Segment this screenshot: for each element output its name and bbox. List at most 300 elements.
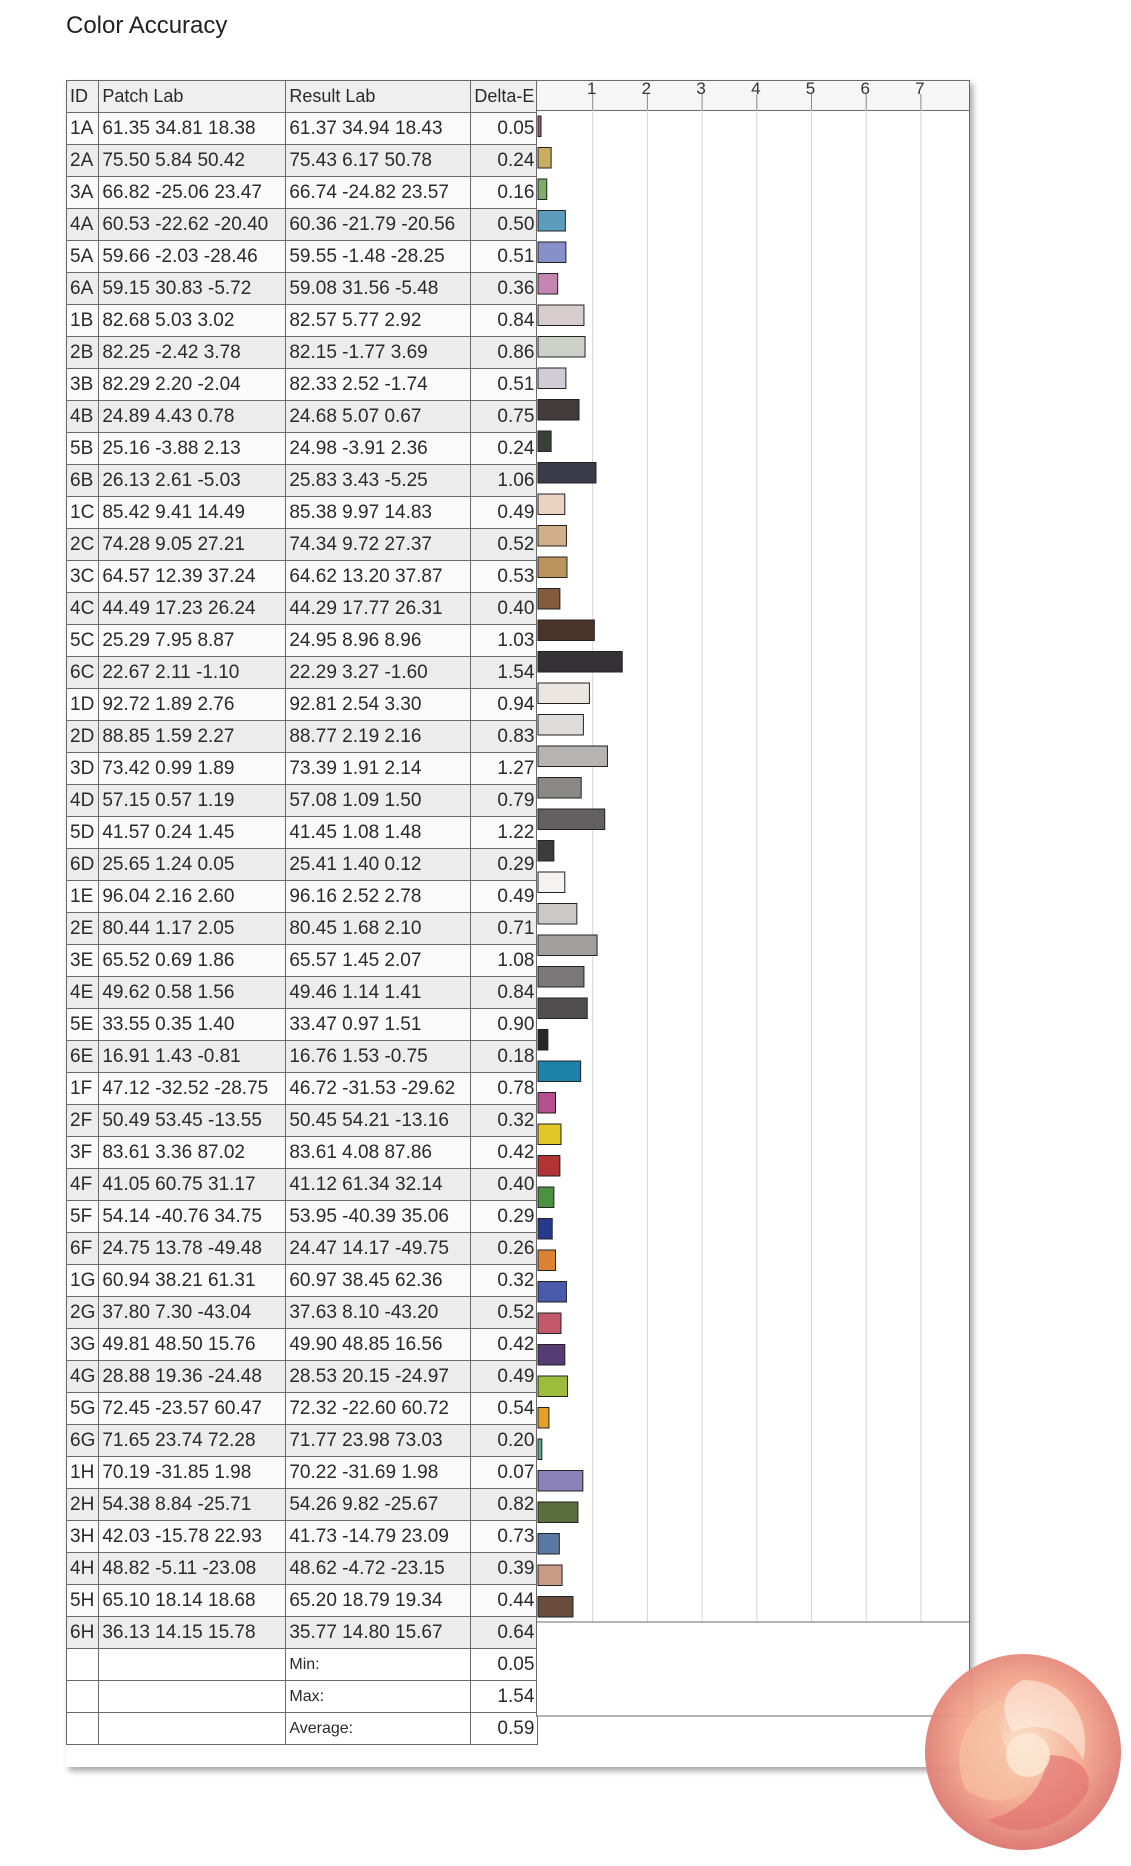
row-id: 6E [67,1041,99,1073]
header-row [67,81,538,113]
row-id: 1G [67,1265,99,1297]
row-patch-lab: 59.15 30.83 -5.72 [99,273,286,305]
bar-6H [538,1597,573,1618]
row-patch-lab: 24.75 13.78 -49.48 [99,1233,286,1265]
row-id: 6B [67,465,99,497]
row-id: 5F [67,1201,99,1233]
table-row [67,689,538,721]
table-row [67,1105,538,1137]
row-id: 5G [67,1393,99,1425]
row-delta-e: 1.27 [471,753,538,785]
min-label: Min: [286,1649,471,1681]
row-delta-e: 0.79 [471,785,538,817]
table-row [67,753,538,785]
row-patch-lab: 54.14 -40.76 34.75 [99,1201,286,1233]
row-result-lab: 61.37 34.94 18.43 [286,113,471,145]
row-result-lab: 74.34 9.72 27.37 [286,529,471,561]
row-delta-e: 0.29 [471,849,538,881]
row-result-lab: 88.77 2.19 2.16 [286,721,471,753]
row-result-lab: 35.77 14.80 15.67 [286,1617,471,1649]
row-id: 4C [67,593,99,625]
x-tick-label: 1 [586,80,597,98]
average-value: 0.59 [471,1713,538,1745]
row-delta-e: 0.54 [471,1393,538,1425]
table-row [67,1233,538,1265]
bar-1C [538,494,565,515]
row-delta-e: 0.24 [471,145,538,177]
bar-5D [538,809,605,830]
row-patch-lab: 59.66 -2.03 -28.46 [99,241,286,273]
row-delta-e: 0.05 [471,113,538,145]
row-patch-lab: 85.42 9.41 14.49 [99,497,286,529]
bar-1A [538,116,541,137]
row-patch-lab: 54.38 8.84 -25.71 [99,1489,286,1521]
row-delta-e: 0.29 [471,1201,538,1233]
x-tick-label: 6 [860,80,870,98]
x-tick-label: 7 [915,80,925,98]
table-row [67,1137,538,1169]
bar-4H [538,1534,559,1555]
bar-5G [538,1376,568,1397]
row-delta-e: 0.53 [471,561,538,593]
summary-row-min [67,1649,538,1681]
table-row [67,1393,538,1425]
row-patch-lab: 28.88 19.36 -24.48 [99,1361,286,1393]
row-id: 1D [67,689,99,721]
row-id: 4E [67,977,99,1009]
row-id: 5C [67,625,99,657]
row-delta-e: 0.90 [471,1009,538,1041]
table-row [67,1361,538,1393]
row-delta-e: 0.64 [471,1617,538,1649]
bar-1G [538,1250,556,1271]
table-row [67,465,538,497]
row-patch-lab: 83.61 3.36 87.02 [99,1137,286,1169]
summary-row-max [67,1681,538,1713]
bar-4C [538,589,560,610]
table-row [67,401,538,433]
row-id: 2B [67,337,99,369]
table-row [67,1425,538,1457]
row-delta-e: 0.32 [471,1105,538,1137]
row-id: 3E [67,945,99,977]
row-id: 3C [67,561,99,593]
row-id: 1C [67,497,99,529]
bar-2B [538,337,585,358]
table-row [67,1073,538,1105]
row-patch-lab: 82.29 2.20 -2.04 [99,369,286,401]
row-patch-lab: 42.03 -15.78 22.93 [99,1521,286,1553]
row-result-lab: 75.43 6.17 50.78 [286,145,471,177]
row-id: 3H [67,1521,99,1553]
row-patch-lab: 82.68 5.03 3.02 [99,305,286,337]
row-result-lab: 65.20 18.79 19.34 [286,1585,471,1617]
average-label: Average: [286,1713,471,1745]
row-patch-lab: 25.16 -3.88 2.13 [99,433,286,465]
table-body [67,113,538,1649]
x-tick-label: 3 [696,80,706,98]
bar-4E [538,967,584,988]
row-id: 2H [67,1489,99,1521]
row-patch-lab: 49.62 0.58 1.56 [99,977,286,1009]
table-row [67,1489,538,1521]
table-row [67,209,538,241]
bar-6F [538,1219,552,1240]
row-id: 2F [67,1105,99,1137]
row-result-lab: 92.81 2.54 3.30 [286,689,471,721]
table-row [67,1201,538,1233]
table-row [67,1457,538,1489]
row-delta-e: 1.06 [471,465,538,497]
row-id: 3A [67,177,99,209]
row-id: 4F [67,1169,99,1201]
row-result-lab: 28.53 20.15 -24.97 [286,1361,471,1393]
table-row [67,433,538,465]
row-result-lab: 59.08 31.56 -5.48 [286,273,471,305]
row-patch-lab: 25.29 7.95 8.87 [99,625,286,657]
row-id: 5H [67,1585,99,1617]
bar-1H [538,1439,542,1460]
row-result-lab: 41.12 61.34 32.14 [286,1169,471,1201]
row-result-lab: 57.08 1.09 1.50 [286,785,471,817]
row-id: 4G [67,1361,99,1393]
row-id: 1F [67,1073,99,1105]
row-delta-e: 1.22 [471,817,538,849]
header-delta-e: Delta-E [471,81,538,113]
row-result-lab: 24.68 5.07 0.67 [286,401,471,433]
row-id: 1H [67,1457,99,1489]
row-id: 4D [67,785,99,817]
row-patch-lab: 60.53 -22.62 -20.40 [99,209,286,241]
row-delta-e: 0.44 [471,1585,538,1617]
row-patch-lab: 41.57 0.24 1.45 [99,817,286,849]
row-delta-e: 0.20 [471,1425,538,1457]
row-delta-e: 0.82 [471,1489,538,1521]
row-delta-e: 1.03 [471,625,538,657]
color-accuracy-chart [66,80,970,1767]
min-value: 0.05 [471,1649,538,1681]
row-delta-e: 0.32 [471,1265,538,1297]
table-row [67,1297,538,1329]
row-id: 6G [67,1425,99,1457]
row-patch-lab: 88.85 1.59 2.27 [99,721,286,753]
row-delta-e: 0.83 [471,721,538,753]
table-row [67,593,538,625]
row-delta-e: 0.78 [471,1073,538,1105]
bar-5C [538,620,594,641]
row-id: 3G [67,1329,99,1361]
row-patch-lab: 60.94 38.21 61.31 [99,1265,286,1297]
table-row [67,1265,538,1297]
row-result-lab: 70.22 -31.69 1.98 [286,1457,471,1489]
row-delta-e: 0.18 [471,1041,538,1073]
row-id: 2D [67,721,99,753]
bar-1D [538,683,589,704]
x-tick-label: 2 [641,80,652,98]
row-delta-e: 1.08 [471,945,538,977]
row-id: 6F [67,1233,99,1265]
row-delta-e: 0.36 [471,273,538,305]
row-result-lab: 25.83 3.43 -5.25 [286,465,471,497]
row-id: 1E [67,881,99,913]
delta-e-bar-chart [536,80,970,1767]
row-patch-lab: 36.13 14.15 15.78 [99,1617,286,1649]
row-patch-lab: 47.12 -32.52 -28.75 [99,1073,286,1105]
row-patch-lab: 74.28 9.05 27.21 [99,529,286,561]
chart-frame [537,81,970,1717]
row-id: 2A [67,145,99,177]
row-id: 3F [67,1137,99,1169]
row-result-lab: 60.97 38.45 62.36 [286,1265,471,1297]
row-result-lab: 71.77 23.98 73.03 [286,1425,471,1457]
row-result-lab: 49.46 1.14 1.41 [286,977,471,1009]
bar-4B [538,400,579,421]
row-delta-e: 0.42 [471,1137,538,1169]
bar-6B [538,463,596,484]
table-row [67,977,538,1009]
bar-2A [538,148,551,169]
table-row [67,1009,538,1041]
table-row [67,1617,538,1649]
table-row [67,241,538,273]
row-result-lab: 83.61 4.08 87.86 [286,1137,471,1169]
row-delta-e: 0.52 [471,529,538,561]
bar-3B [538,368,566,389]
bar-3D [538,746,607,767]
table-row [67,945,538,977]
bar-3A [538,179,547,200]
bar-5H [538,1565,562,1586]
table-row [67,273,538,305]
bar-6C [538,652,622,673]
row-delta-e: 0.42 [471,1329,538,1361]
row-result-lab: 96.16 2.52 2.78 [286,881,471,913]
row-result-lab: 59.55 -1.48 -28.25 [286,241,471,273]
row-id: 6D [67,849,99,881]
row-result-lab: 80.45 1.68 2.10 [286,913,471,945]
row-result-lab: 25.41 1.40 0.12 [286,849,471,881]
row-delta-e: 0.75 [471,401,538,433]
row-delta-e: 0.52 [471,1297,538,1329]
row-id: 2E [67,913,99,945]
bar-5A [538,242,566,263]
results-table [66,80,538,1745]
row-patch-lab: 26.13 2.61 -5.03 [99,465,286,497]
bar-6E [538,1030,548,1051]
row-result-lab: 41.45 1.08 1.48 [286,817,471,849]
row-id: 1A [67,113,99,145]
max-label: Max: [286,1681,471,1713]
row-result-lab: 85.38 9.97 14.83 [286,497,471,529]
row-result-lab: 60.36 -21.79 -20.56 [286,209,471,241]
row-id: 6A [67,273,99,305]
bar-4D [538,778,581,799]
row-id: 2C [67,529,99,561]
bar-3G [538,1313,561,1334]
row-delta-e: 0.73 [471,1521,538,1553]
bar-1E [538,872,565,893]
table-row [67,849,538,881]
row-patch-lab: 65.10 18.14 18.68 [99,1585,286,1617]
row-patch-lab: 66.82 -25.06 23.47 [99,177,286,209]
row-patch-lab: 25.65 1.24 0.05 [99,849,286,881]
row-delta-e: 0.26 [471,1233,538,1265]
row-delta-e: 0.49 [471,497,538,529]
table-row [67,529,538,561]
row-result-lab: 82.57 5.77 2.92 [286,305,471,337]
page-title: Color Accuracy [66,12,228,39]
table-row [67,657,538,689]
table-row [67,721,538,753]
row-result-lab: 16.76 1.53 -0.75 [286,1041,471,1073]
row-delta-e: 0.84 [471,977,538,1009]
bar-6D [538,841,554,862]
row-result-lab: 22.29 3.27 -1.60 [286,657,471,689]
row-patch-lab: 57.15 0.57 1.19 [99,785,286,817]
table-row [67,1329,538,1361]
table-row [67,497,538,529]
row-patch-lab: 64.57 12.39 37.24 [99,561,286,593]
bar-6G [538,1408,549,1429]
row-id: 5A [67,241,99,273]
row-patch-lab: 44.49 17.23 26.24 [99,593,286,625]
row-result-lab: 66.74 -24.82 23.57 [286,177,471,209]
row-delta-e: 0.39 [471,1553,538,1585]
row-delta-e: 0.07 [471,1457,538,1489]
row-id: 4H [67,1553,99,1585]
row-result-lab: 53.95 -40.39 35.06 [286,1201,471,1233]
row-patch-lab: 48.82 -5.11 -23.08 [99,1553,286,1585]
header-id: ID [67,81,99,113]
row-patch-lab: 22.67 2.11 -1.10 [99,657,286,689]
table-row [67,1521,538,1553]
table-row [67,113,538,145]
row-id: 4B [67,401,99,433]
bar-2D [538,715,583,736]
bar-5F [538,1187,554,1208]
table-row [67,625,538,657]
row-patch-lab: 65.52 0.69 1.86 [99,945,286,977]
bar-1F [538,1061,581,1082]
table-row [67,913,538,945]
row-result-lab: 41.73 -14.79 23.09 [286,1521,471,1553]
row-delta-e: 0.94 [471,689,538,721]
row-delta-e: 0.86 [471,337,538,369]
row-patch-lab: 96.04 2.16 2.60 [99,881,286,913]
row-delta-e: 0.51 [471,241,538,273]
table-row [67,145,538,177]
x-tick-label: 5 [805,80,816,98]
row-id: 4A [67,209,99,241]
row-result-lab: 64.62 13.20 37.87 [286,561,471,593]
table-row [67,177,538,209]
row-delta-e: 0.84 [471,305,538,337]
row-result-lab: 72.32 -22.60 60.72 [286,1393,471,1425]
row-patch-lab: 50.49 53.45 -13.55 [99,1105,286,1137]
header-result-lab: Result Lab [286,81,471,113]
row-delta-e: 0.40 [471,593,538,625]
row-patch-lab: 37.80 7.30 -43.04 [99,1297,286,1329]
table-row [67,561,538,593]
watermark-logo-icon [918,1640,1128,1862]
row-id: 6H [67,1617,99,1649]
bar-5B [538,431,551,452]
bar-2E [538,904,577,925]
row-delta-e: 0.49 [471,1361,538,1393]
bar-2F [538,1093,556,1114]
row-patch-lab: 82.25 -2.42 3.78 [99,337,286,369]
table-row [67,785,538,817]
bar-3H [538,1502,578,1523]
table-row [67,337,538,369]
row-result-lab: 82.15 -1.77 3.69 [286,337,471,369]
row-delta-e: 0.24 [471,433,538,465]
row-result-lab: 46.72 -31.53 -29.62 [286,1073,471,1105]
bar-2C [538,526,566,547]
row-id: 5D [67,817,99,849]
row-id: 5B [67,433,99,465]
row-result-lab: 37.63 8.10 -43.20 [286,1297,471,1329]
bar-6A [538,274,558,295]
row-result-lab: 33.47 0.97 1.51 [286,1009,471,1041]
row-result-lab: 49.90 48.85 16.56 [286,1329,471,1361]
row-result-lab: 50.45 54.21 -13.16 [286,1105,471,1137]
row-patch-lab: 72.45 -23.57 60.47 [99,1393,286,1425]
row-patch-lab: 80.44 1.17 2.05 [99,913,286,945]
row-id: 2G [67,1297,99,1329]
row-result-lab: 24.98 -3.91 2.36 [286,433,471,465]
row-patch-lab: 73.42 0.99 1.89 [99,753,286,785]
header-patch-lab: Patch Lab [99,81,286,113]
table-row [67,1169,538,1201]
row-delta-e: 0.16 [471,177,538,209]
row-result-lab: 82.33 2.52 -1.74 [286,369,471,401]
table-row [67,817,538,849]
row-id: 6C [67,657,99,689]
row-id: 1B [67,305,99,337]
bar-2H [538,1471,583,1492]
row-id: 5E [67,1009,99,1041]
row-result-lab: 48.62 -4.72 -23.15 [286,1553,471,1585]
bar-4A [538,211,565,232]
row-result-lab: 54.26 9.82 -25.67 [286,1489,471,1521]
row-delta-e: 0.51 [471,369,538,401]
row-patch-lab: 71.65 23.74 72.28 [99,1425,286,1457]
row-id: 3D [67,753,99,785]
row-patch-lab: 92.72 1.89 2.76 [99,689,286,721]
bar-4G [538,1345,565,1366]
table-row [67,1041,538,1073]
row-result-lab: 24.47 14.17 -49.75 [286,1233,471,1265]
bar-5E [538,998,587,1019]
row-patch-lab: 70.19 -31.85 1.98 [99,1457,286,1489]
table-row [67,1585,538,1617]
row-id: 3B [67,369,99,401]
summary-row-average [67,1713,538,1745]
bar-3C [538,557,567,578]
row-patch-lab: 49.81 48.50 15.76 [99,1329,286,1361]
bar-3E [538,935,597,956]
row-result-lab: 44.29 17.77 26.31 [286,593,471,625]
max-value: 1.54 [471,1681,538,1713]
row-patch-lab: 41.05 60.75 31.17 [99,1169,286,1201]
row-delta-e: 0.49 [471,881,538,913]
row-result-lab: 65.57 1.45 2.07 [286,945,471,977]
row-patch-lab: 16.91 1.43 -0.81 [99,1041,286,1073]
bar-2G [538,1282,566,1303]
bar-4F [538,1156,560,1177]
x-tick-label: 4 [751,80,761,98]
